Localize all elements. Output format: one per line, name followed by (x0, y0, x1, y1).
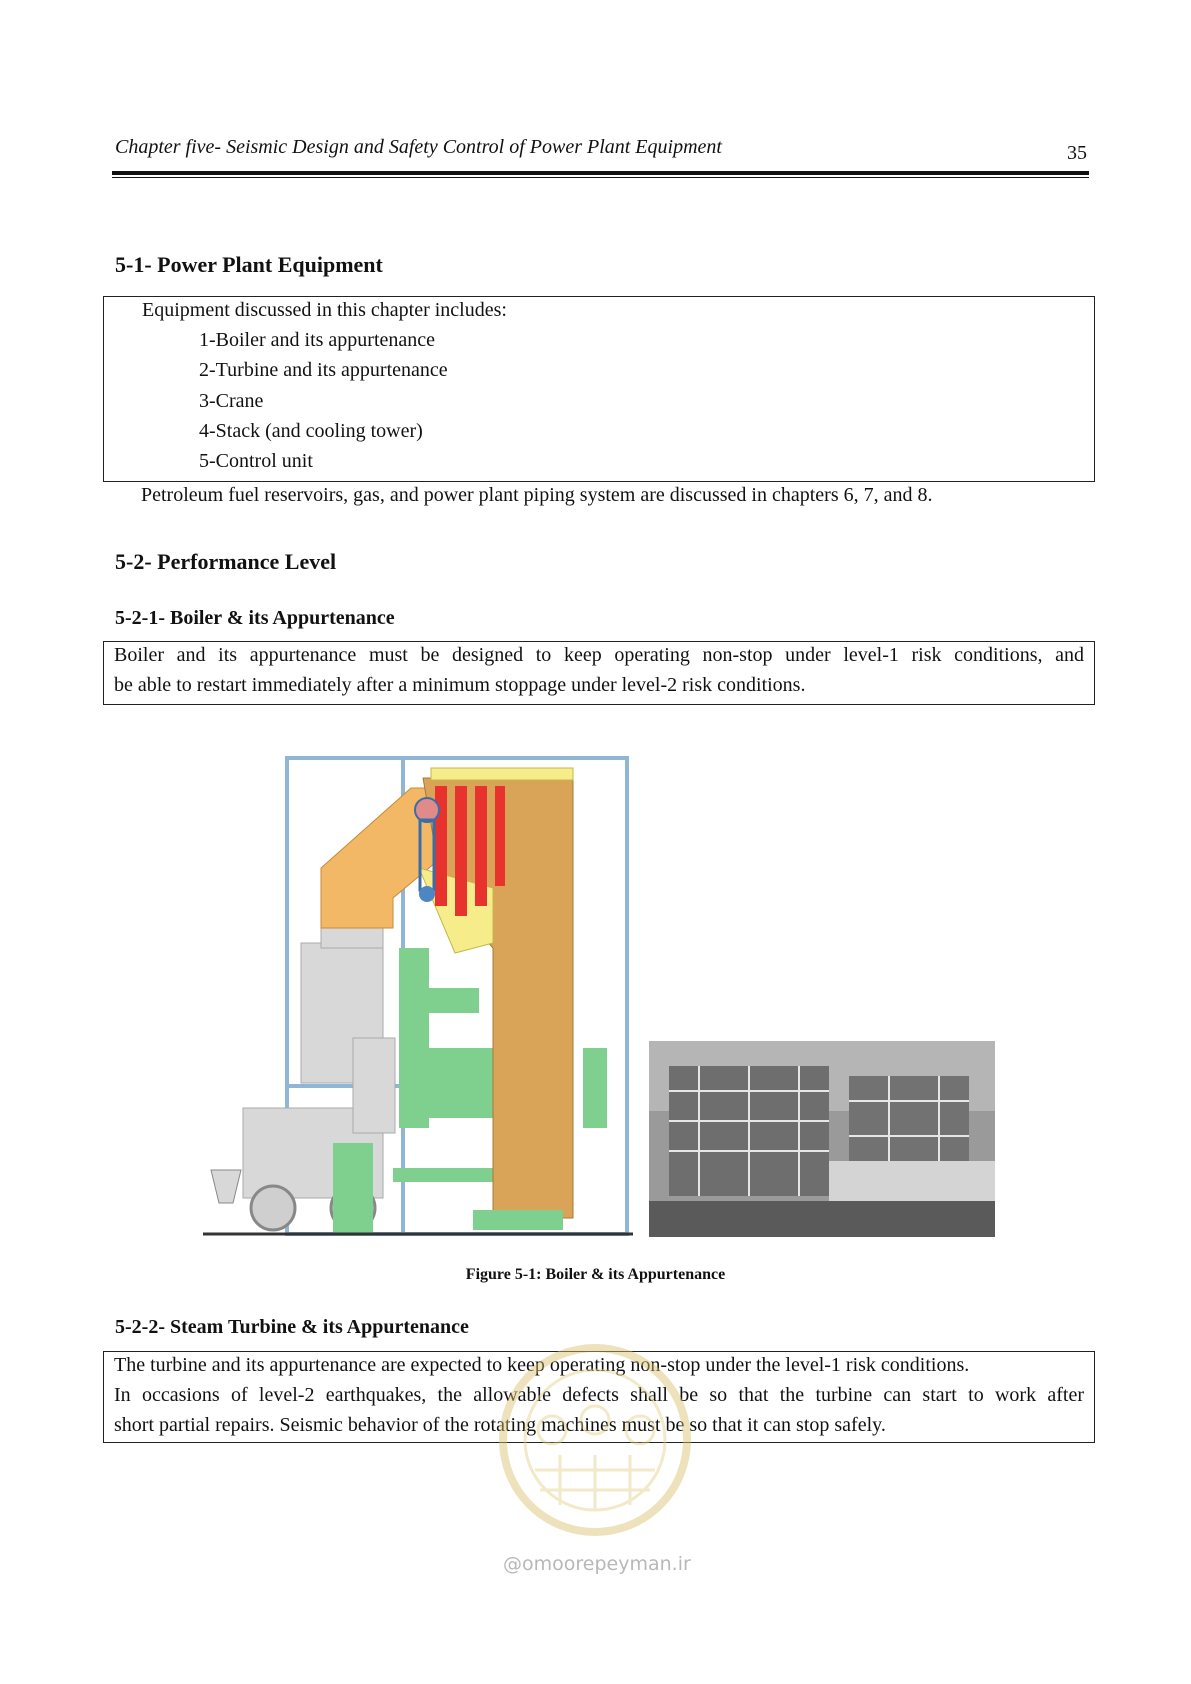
boiler-photo (649, 1041, 995, 1237)
list-item: 4-Stack (and cooling tower) (199, 420, 423, 442)
watermark-seal (490, 1320, 700, 1540)
boiler-schematic-figure (203, 748, 633, 1238)
section-heading-5-2: 5-2- Performance Level (115, 549, 337, 574)
list-item: 5-Control unit (199, 450, 313, 472)
list-item: 2-Turbine and its appurtenance (199, 359, 448, 381)
paragraph-after-box: Petroleum fuel reservoirs, gas, and power plant piping system are discussed in chapters 6, 7, and 8. (141, 484, 933, 506)
subsection-heading-5-2-1: 5-2-1- Boiler & its Appurtenance (115, 607, 395, 629)
subsection-heading-5-2-2: 5-2-2- Steam Turbine & its Appurtenance (115, 1316, 469, 1338)
equipment-list-box (103, 296, 1095, 482)
boiler-text-line: be able to restart immediately after a minimum stoppage under level-2 risk conditions. (114, 674, 806, 696)
boiler-requirement-box (103, 641, 1095, 705)
boiler-text-line: Boiler and its appurtenance must be designed to keep operating non-stop under level-1 risk conditions, and (114, 644, 1084, 666)
list-item: 3-Crane (199, 390, 264, 412)
box-intro: Equipment discussed in this chapter includes: (142, 299, 507, 321)
page-header (115, 134, 1087, 164)
turbine-text-line: The turbine and its appurtenance are expected to keep operating non-stop under the level-1 risk conditions. (114, 1354, 970, 1376)
header-rule-thin (112, 177, 1089, 178)
header-rule (112, 171, 1089, 175)
figure-caption: Figure 5-1: Boiler & its Appurtenance (465, 1266, 726, 1283)
list-item: 1-Boiler and its appurtenance (199, 329, 436, 351)
turbine-text-line: In occasions of level-2 earthquakes, the allowable defects shall be so that the turbine can start to work after (114, 1384, 1084, 1406)
watermark-text: @omoorepeyman.ir (503, 1553, 691, 1575)
header-title: Chapter five- Seismic Design and Safety Control of Power Plant Equipment (115, 136, 722, 158)
turbine-text-line: short partial repairs. Seismic behavior of the rotating machines must be so that it can stop safely. (114, 1414, 886, 1436)
page-number: 35 (1067, 142, 1087, 164)
section-heading-5-1: 5-1- Power Plant Equipment (115, 252, 383, 277)
